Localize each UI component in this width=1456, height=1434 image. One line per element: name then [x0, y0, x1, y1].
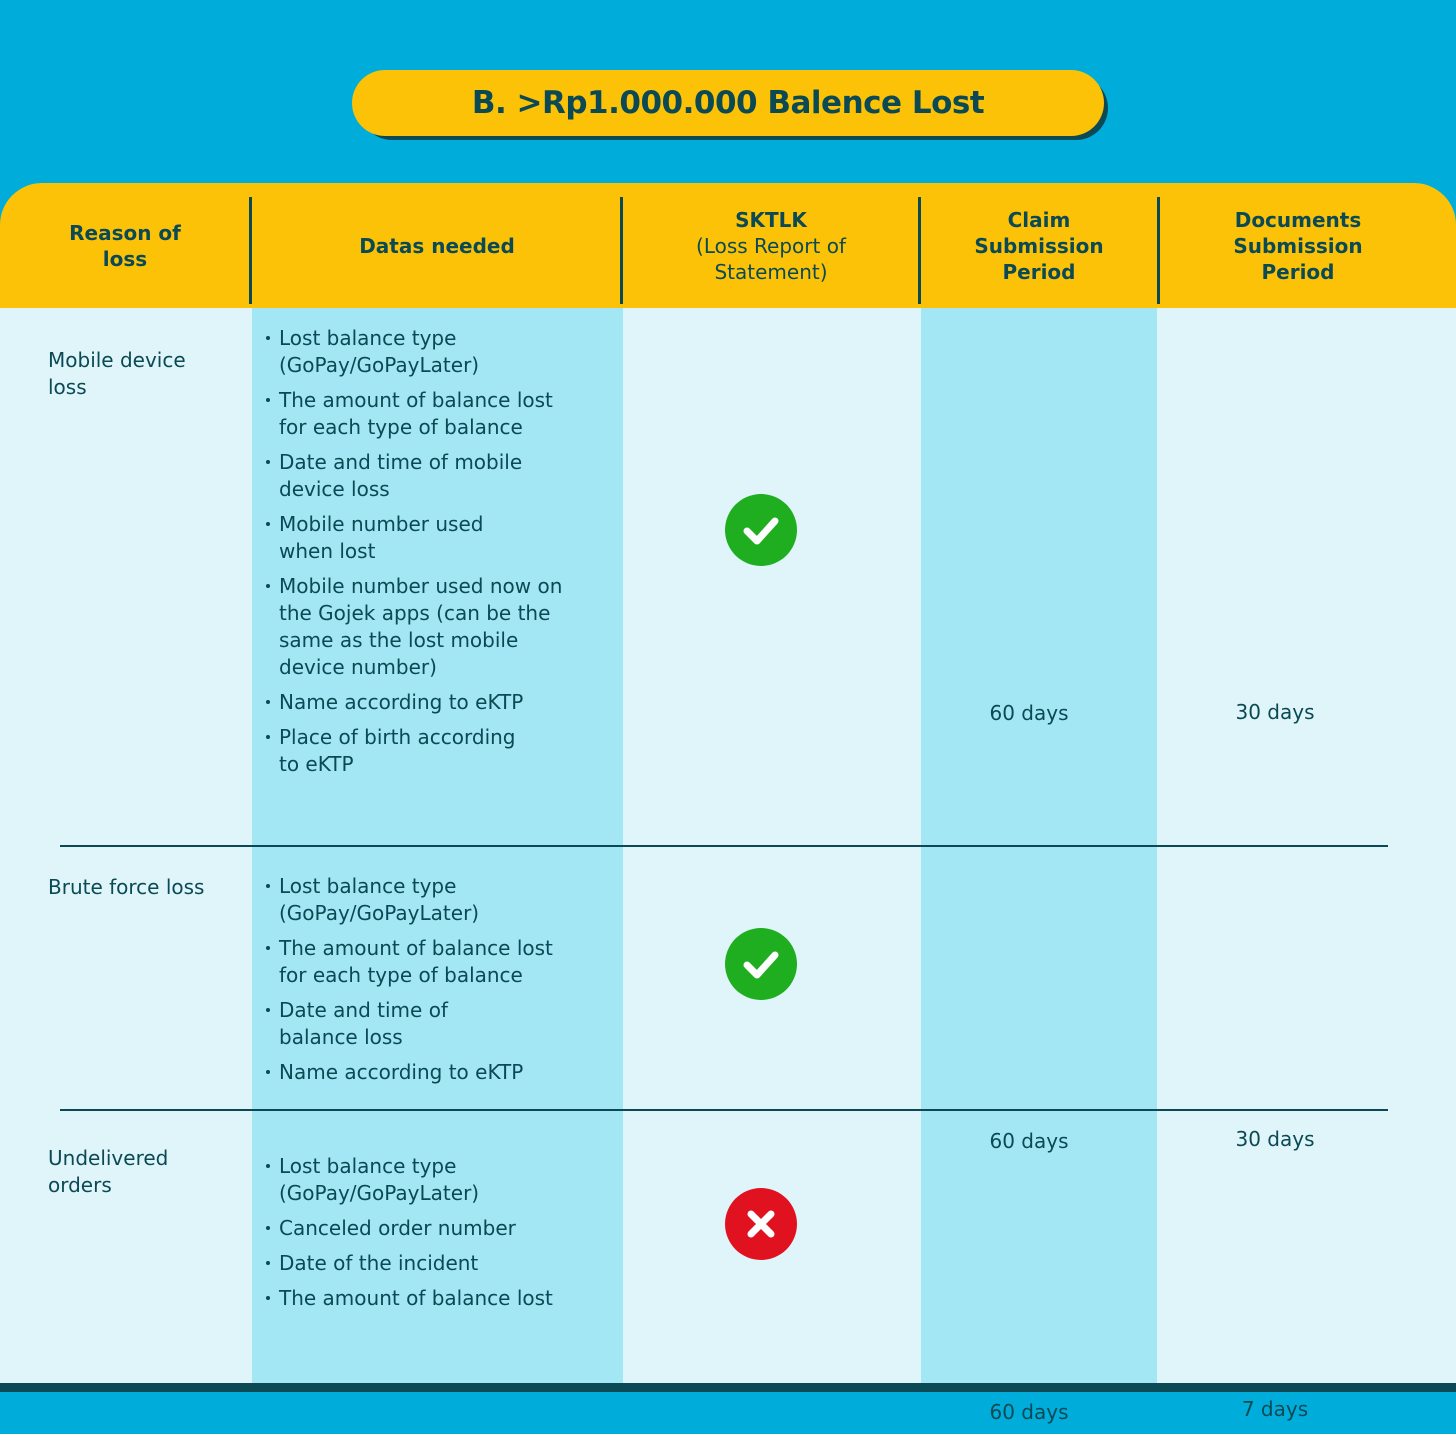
datas-list	[265, 873, 615, 1094]
datas-item: Lost balance type (GoPay/GoPayLater)	[265, 1153, 615, 1207]
header-reason	[0, 183, 250, 308]
reason-cell: Brute force loss	[48, 875, 205, 899]
documents-period-cell: 7 days	[1241, 1397, 1309, 1421]
row-divider	[60, 1109, 1388, 1111]
header-claim-label: Claim Submission Period	[974, 207, 1104, 284]
header-reason-label: Reason of loss	[69, 220, 181, 271]
check-icon	[725, 494, 797, 566]
claim-period-cell: 60 days	[989, 1129, 1069, 1153]
datas-item: Date and time of mobile device loss	[265, 449, 615, 503]
header-sktlk-subtitle: (Loss Report of Statement)	[696, 233, 846, 284]
documents-period-cell: 30 days	[1235, 1127, 1315, 1151]
page-title: B. >Rp1.000.000 Balence Lost	[352, 70, 1104, 136]
datas-list	[265, 1153, 615, 1320]
claim-period-cell: 60 days	[989, 701, 1069, 725]
table-header	[0, 183, 1456, 308]
header-documents-period	[1160, 183, 1436, 308]
datas-item: The amount of balance lost	[265, 1285, 615, 1312]
datas-item: Name according to eKTP	[265, 1059, 615, 1086]
datas-item: Date of the incident	[265, 1250, 615, 1277]
datas-item: Lost balance type (GoPay/GoPayLater)	[265, 873, 615, 927]
header-sktlk-title: SKTLK	[735, 207, 807, 232]
header-claim-period	[921, 183, 1157, 308]
table-body	[0, 308, 1456, 1424]
header-datas	[252, 183, 622, 308]
header-datas-label: Datas needed	[359, 233, 515, 258]
datas-item: Mobile number used when lost	[265, 511, 615, 565]
header-sktlk	[623, 183, 919, 308]
claim-period-cell: 60 days	[989, 1400, 1069, 1424]
datas-item: Lost balance type (GoPay/GoPayLater)	[265, 325, 615, 379]
bottom-bar	[0, 1383, 1456, 1392]
row-divider	[60, 845, 1388, 847]
documents-period-cell: 30 days	[1235, 700, 1315, 724]
reason-cell: Mobile device loss	[48, 348, 186, 399]
datas-item: The amount of balance lost for each type of balance	[265, 935, 615, 989]
datas-item: The amount of balance lost for each type of balance	[265, 387, 615, 441]
datas-item: Canceled order number	[265, 1215, 615, 1242]
cross-icon	[725, 1188, 797, 1260]
reason-cell: Undelivered orders	[48, 1146, 169, 1197]
claims-table	[0, 183, 1456, 1424]
check-icon	[725, 928, 797, 1000]
datas-list	[265, 325, 615, 786]
datas-item: Name according to eKTP	[265, 689, 615, 716]
header-documents-label: Documents Submission Period	[1233, 207, 1363, 284]
datas-item: Mobile number used now on the Gojek apps (can be the same as the lost mobile device number)	[265, 573, 615, 681]
datas-item: Place of birth according to eKTP	[265, 724, 615, 778]
datas-item: Date and time of balance loss	[265, 997, 615, 1051]
